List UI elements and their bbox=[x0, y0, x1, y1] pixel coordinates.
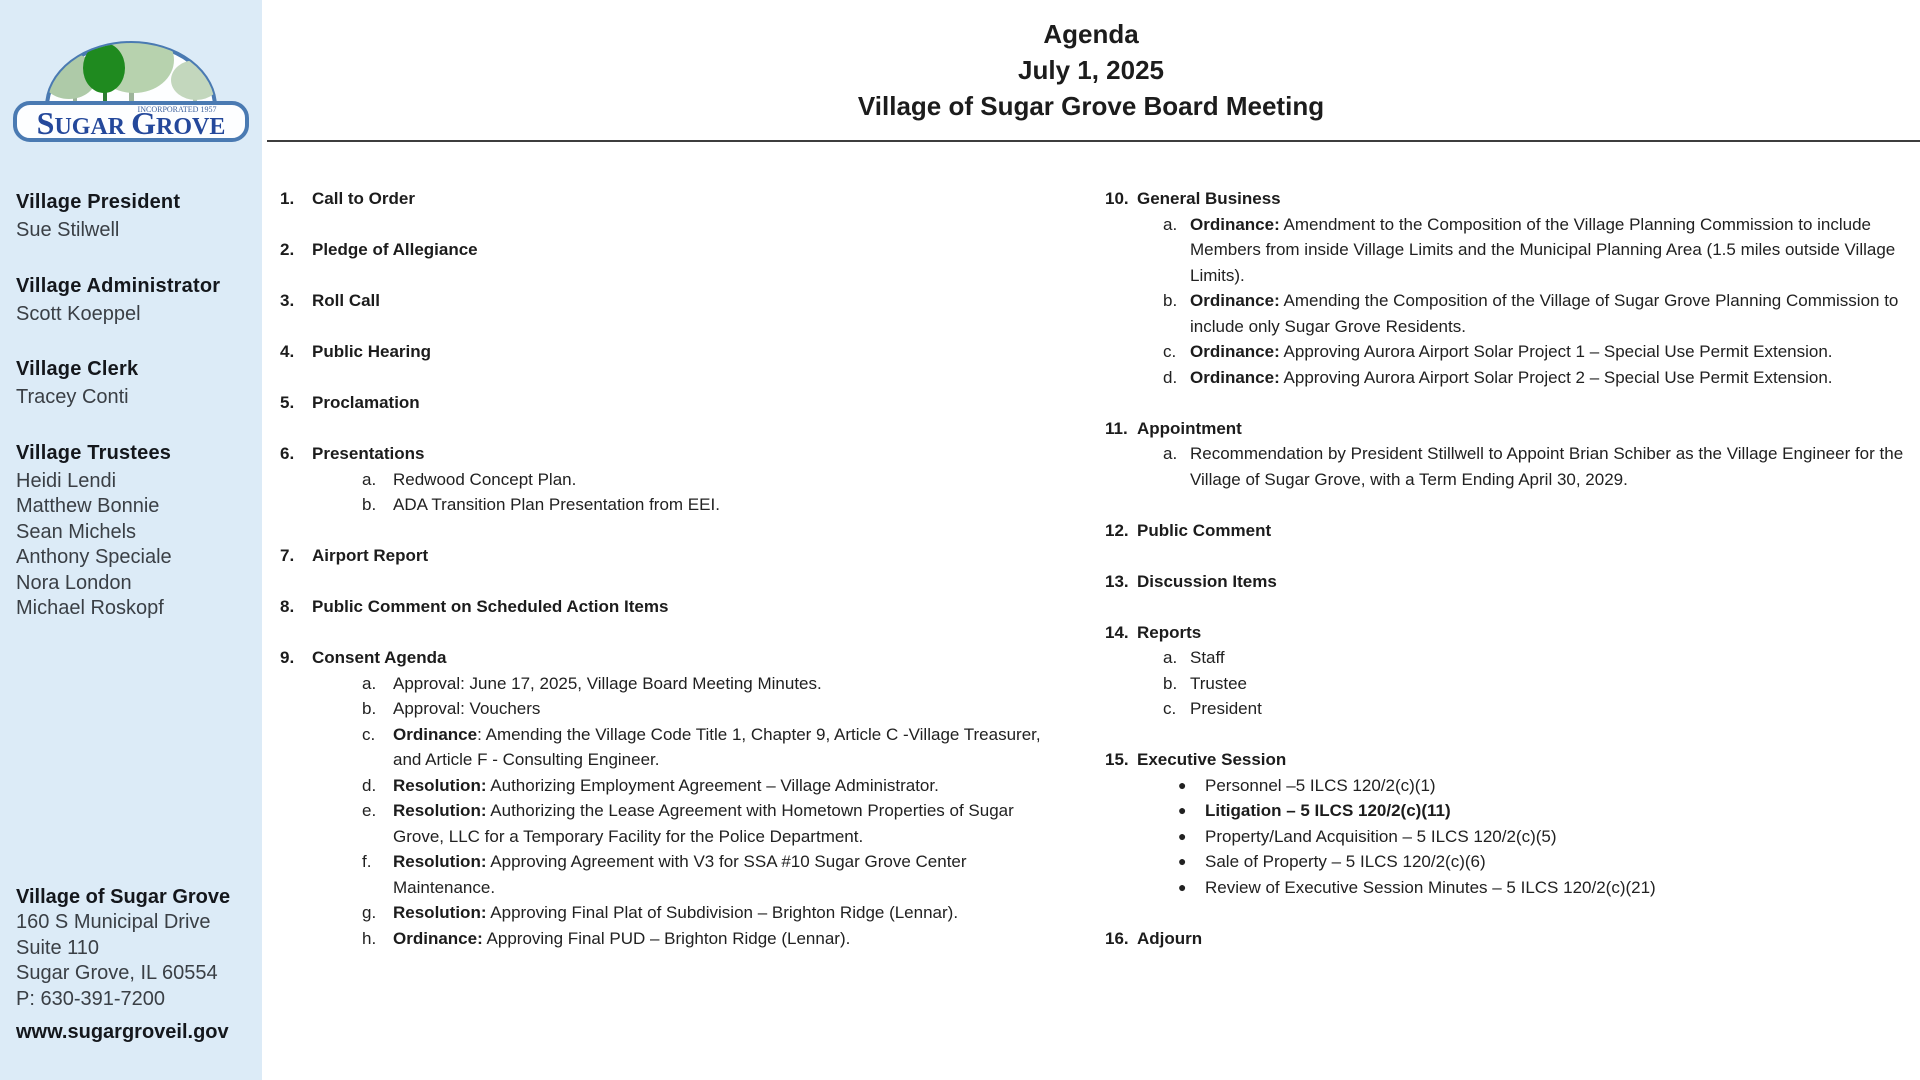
agenda-subitem-text: Approval: June 17, 2025, Village Board Meeting Minutes. bbox=[393, 673, 822, 693]
agenda-item-number: 15. bbox=[1105, 750, 1129, 769]
agenda-subitem bbox=[362, 467, 1050, 493]
village-address-block bbox=[16, 884, 256, 1045]
agenda-item-head bbox=[280, 237, 1050, 263]
agenda-subitem-marker: c. bbox=[362, 724, 376, 744]
official-group bbox=[16, 437, 256, 622]
agenda-item-title: Public Comment on Scheduled Action Items bbox=[312, 597, 669, 616]
agenda-item-head bbox=[280, 288, 1050, 314]
official-name: Heidi Lendi bbox=[16, 469, 117, 492]
agenda-item-number: 13. bbox=[1105, 571, 1129, 591]
agenda-subitem-text: Redwood Concept Plan. bbox=[393, 469, 577, 489]
official-title: Village Clerk bbox=[16, 358, 139, 380]
bullet-icon: ● bbox=[1178, 853, 1187, 869]
official-name: Sean Michels bbox=[16, 520, 137, 543]
agenda-subtitle: Village of Sugar Grove Board Meeting bbox=[857, 91, 1325, 121]
bullet-icon: ● bbox=[1178, 802, 1187, 818]
official-group bbox=[16, 270, 256, 328]
agenda-item bbox=[280, 594, 1050, 620]
agenda-item-title: Presentations bbox=[312, 444, 425, 463]
agenda-subitem bbox=[1178, 849, 1905, 875]
agenda-column-right bbox=[1105, 186, 1905, 977]
agenda-subitem-text: Ordinance: Amending the Village Code Title 1, Chapter 9, Article C -Village Treasurer, and Article F - Consulting Engineer. bbox=[393, 724, 1041, 769]
agenda-item bbox=[280, 339, 1050, 365]
agenda-item-title: Adjourn bbox=[1137, 928, 1203, 948]
agenda-item-head bbox=[280, 645, 1050, 671]
agenda-item bbox=[280, 237, 1050, 263]
official-group bbox=[16, 353, 256, 411]
agenda-item bbox=[1105, 416, 1905, 493]
official-title: Village Administrator bbox=[16, 274, 221, 297]
agenda-subitem-text: Trustee bbox=[1190, 673, 1248, 693]
agenda-subitem bbox=[1163, 671, 1905, 697]
agenda-item bbox=[280, 441, 1050, 518]
official-name: Nora London bbox=[16, 571, 132, 594]
bullet-icon: ● bbox=[1178, 827, 1187, 844]
agenda-subitem-text: Ordinance: Approving Final PUD – Brighton Ridge (Lennar). bbox=[393, 928, 851, 948]
agenda-item bbox=[280, 645, 1050, 951]
agenda-item-number: 3. bbox=[280, 291, 295, 310]
agenda-subitem-marker: b. bbox=[362, 699, 377, 718]
agenda-subitem bbox=[362, 900, 1050, 926]
agenda-item-head bbox=[280, 186, 1050, 212]
agenda-item-head bbox=[280, 441, 1050, 467]
agenda-item-title: Roll Call bbox=[312, 291, 381, 310]
agenda-item-title: Appointment bbox=[1137, 418, 1242, 438]
agenda-item-number: 16. bbox=[1105, 928, 1129, 948]
official-name: Matthew Bonnie bbox=[16, 495, 160, 517]
address-line: Suite 110 bbox=[16, 936, 100, 959]
agenda-item-head bbox=[1105, 518, 1905, 544]
agenda-item bbox=[1105, 518, 1905, 544]
agenda-subitem-marker: a. bbox=[1163, 444, 1178, 463]
agenda-subitem-text: Property/Land Acquisition – 5 ILCS 120/2(c)(5) bbox=[1205, 826, 1557, 846]
agenda-item bbox=[280, 186, 1050, 212]
agenda-subitem-text: Personnel –5 ILCS 120/2(c)(1) bbox=[1205, 775, 1436, 795]
agenda-subitem-marker: d. bbox=[362, 775, 377, 795]
address-line: Sugar Grove, IL 60554 bbox=[16, 962, 218, 984]
agenda-subitem bbox=[1178, 875, 1905, 901]
agenda-item-number: 4. bbox=[280, 342, 295, 361]
agenda-subitem bbox=[1163, 696, 1905, 722]
agenda-item-head bbox=[1105, 416, 1905, 442]
agenda-item bbox=[1105, 620, 1905, 722]
agenda-subitem-marker: b. bbox=[362, 495, 377, 514]
official-name: Tracey Conti bbox=[16, 386, 129, 408]
agenda-item-head bbox=[280, 594, 1050, 620]
agenda-subitem bbox=[1178, 798, 1905, 824]
agenda-subitem-text: Sale of Property – 5 ILCS 120/2(c)(6) bbox=[1205, 852, 1486, 871]
agenda-subitem bbox=[1163, 212, 1905, 289]
agenda-item-title: Executive Session bbox=[1137, 750, 1287, 769]
official-group bbox=[16, 186, 256, 244]
officials-list bbox=[16, 186, 256, 648]
agenda-item-head bbox=[1105, 926, 1905, 952]
agenda-item-head bbox=[280, 543, 1050, 569]
agenda-subitem bbox=[362, 671, 1050, 697]
agenda-item bbox=[1105, 747, 1905, 900]
agenda-subitem bbox=[362, 722, 1050, 773]
agenda-item-number: 14. bbox=[1105, 622, 1129, 642]
agenda-subitem-text: President bbox=[1190, 699, 1262, 718]
agenda-subitem bbox=[362, 696, 1050, 722]
agenda-item bbox=[1105, 186, 1905, 390]
agenda-item-title: Consent Agenda bbox=[312, 648, 447, 667]
bullet-icon: ● bbox=[1178, 776, 1187, 793]
agenda-subitem-text: Ordinance: Approving Aurora Airport Solar Project 2 – Special Use Permit Extension. bbox=[1190, 367, 1833, 387]
website-url: www.sugargroveil.gov bbox=[16, 1021, 229, 1043]
agenda-subitem-marker: g. bbox=[362, 903, 377, 922]
official-name: Michael Roskopf bbox=[16, 597, 164, 619]
address-org: Village of Sugar Grove bbox=[16, 886, 231, 908]
agenda-subitem-marker: d. bbox=[1163, 367, 1178, 387]
agenda-item-title: Reports bbox=[1137, 622, 1202, 642]
agenda-subitem bbox=[1163, 365, 1905, 391]
official-title: Village President bbox=[16, 191, 181, 213]
agenda-item bbox=[280, 543, 1050, 569]
agenda-subitem-marker: b. bbox=[1163, 673, 1178, 693]
agenda-subitem bbox=[1178, 773, 1905, 799]
agenda-item-head bbox=[280, 339, 1050, 365]
official-name: Scott Koeppel bbox=[16, 302, 141, 325]
agenda-subitem-marker: h. bbox=[362, 928, 377, 948]
agenda-subitem-text: Approval: Vouchers bbox=[393, 699, 541, 718]
logo-wordmark: SUGAR GROVE bbox=[36, 105, 226, 141]
header-divider bbox=[267, 140, 1920, 142]
agenda-subitem-text: Ordinance: Amending the Composition of the Village of Sugar Grove Planning Commission to include only Sugar Grove Residents. bbox=[1190, 291, 1899, 336]
agenda-item-head bbox=[1105, 186, 1905, 212]
agenda-item-title: General Business bbox=[1137, 189, 1281, 208]
agenda-item bbox=[280, 288, 1050, 314]
agenda-subitem-text: Litigation – 5 ILCS 120/2(c)(11) bbox=[1205, 801, 1451, 820]
agenda-subitem-text: ADA Transition Plan Presentation from EEI. bbox=[393, 495, 720, 514]
agenda-item bbox=[1105, 569, 1905, 595]
agenda-subitem bbox=[1163, 288, 1905, 339]
address-line: 160 S Municipal Drive bbox=[16, 911, 211, 933]
agenda-subitem-marker: c. bbox=[1163, 699, 1177, 718]
agenda-subitem-marker: a. bbox=[1163, 648, 1178, 667]
agenda-item-title: Pledge of Allegiance bbox=[312, 240, 478, 259]
agenda-item-title: Public Comment bbox=[1137, 520, 1272, 540]
agenda-item-number: 7. bbox=[280, 546, 295, 565]
agenda-subitem-text: Resolution: Authorizing the Lease Agreement with Hometown Properties of Sugar Grove, LLC for a Temporary Facility for the Police Department. bbox=[393, 801, 1014, 846]
agenda-item-number: 11. bbox=[1105, 418, 1128, 438]
agenda-subitem bbox=[362, 926, 1050, 952]
agenda-date: July 1, 2025 bbox=[1018, 55, 1164, 85]
agenda-item-head bbox=[280, 390, 1050, 416]
agenda-column-left bbox=[280, 186, 1050, 977]
agenda-subitem bbox=[362, 773, 1050, 799]
agenda-subitem bbox=[1163, 441, 1905, 492]
document-header bbox=[262, 16, 1920, 124]
agenda-subitem-text: Ordinance: Approving Aurora Airport Solar Project 1 – Special Use Permit Extension. bbox=[1190, 342, 1833, 361]
address-line: P: 630-391-7200 bbox=[16, 987, 166, 1010]
agenda-item bbox=[1105, 926, 1905, 952]
agenda-item-head bbox=[1105, 569, 1905, 595]
logo-trees bbox=[41, 27, 221, 110]
agenda-subitem-marker: a. bbox=[362, 469, 377, 489]
agenda-subitem bbox=[362, 492, 1050, 518]
agenda-item-number: 12. bbox=[1105, 520, 1129, 540]
agenda-title: Agenda bbox=[1043, 19, 1139, 49]
agenda-subitem-text: Review of Executive Session Minutes – 5 ILCS 120/2(c)(21) bbox=[1205, 877, 1656, 897]
agenda-subitem-text: Ordinance: Amendment to the Composition of the Village Planning Commission to include Members from inside Village Limits and the Municipal Planning Area (1.5 miles outside Village Limits). bbox=[1190, 214, 1896, 285]
agenda-item bbox=[280, 390, 1050, 416]
agenda-item-number: 2. bbox=[280, 240, 295, 259]
agenda-item-number: 1. bbox=[280, 189, 295, 208]
agenda-item-title: Public Hearing bbox=[312, 342, 432, 361]
official-title: Village Trustees bbox=[16, 441, 172, 464]
agenda-subitem-marker: a. bbox=[362, 673, 377, 693]
agenda-subitem-marker: e. bbox=[362, 801, 377, 820]
official-name: Anthony Speciale bbox=[16, 546, 172, 568]
agenda-item-number: 9. bbox=[280, 648, 295, 667]
agenda-item-number: 8. bbox=[280, 597, 295, 616]
agenda-item-number: 5. bbox=[280, 393, 295, 412]
agenda-item-number: 6. bbox=[280, 444, 295, 463]
sidebar bbox=[0, 0, 262, 1080]
agenda-subitem bbox=[362, 798, 1050, 849]
agenda-subitem-text: Recommendation by President Stillwell to Appoint Brian Schiber as the Village Engineer for the Village of Sugar Grove, with a Term Ending April 30, 2029. bbox=[1190, 444, 1904, 489]
agenda-item-title: Airport Report bbox=[312, 546, 429, 565]
agenda-subitem-text: Resolution: Approving Final Plat of Subdivision – Brighton Ridge (Lennar). bbox=[393, 903, 959, 922]
agenda-item-head bbox=[1105, 620, 1905, 646]
agenda-item-title: Discussion Items bbox=[1137, 571, 1277, 591]
agenda-subitem-text: Staff bbox=[1190, 648, 1225, 667]
agenda-subitem-text: Resolution: Approving Agreement with V3 for SSA #10 Sugar Grove Center Maintenance. bbox=[393, 852, 967, 897]
sugar-grove-logo bbox=[7, 10, 255, 144]
agenda-item-title: Proclamation bbox=[312, 393, 420, 412]
agenda-item-head bbox=[1105, 747, 1905, 773]
agenda-item-number: 10. bbox=[1105, 189, 1129, 208]
agenda-subitem-marker: b. bbox=[1163, 291, 1178, 310]
official-name: Sue Stilwell bbox=[16, 219, 120, 241]
bullet-icon: ● bbox=[1178, 878, 1187, 895]
agenda-item-title: Call to Order bbox=[312, 189, 415, 208]
agenda-subitem bbox=[1163, 645, 1905, 671]
agenda-subitem-marker: c. bbox=[1163, 342, 1177, 361]
agenda-subitem bbox=[1178, 824, 1905, 850]
logo-incorporated-text: INCORPORATED 1957 bbox=[137, 105, 217, 114]
sugar-grove-logo-icon bbox=[7, 10, 255, 144]
agenda-subitem-text: Resolution: Authorizing Employment Agreement – Village Administrator. bbox=[393, 775, 939, 795]
address-lines bbox=[16, 910, 256, 1012]
agenda-subitem bbox=[1163, 339, 1905, 365]
agenda-subitem-marker: f. bbox=[362, 852, 372, 871]
agenda-subitem bbox=[362, 849, 1050, 900]
agenda-subitem-marker: a. bbox=[1163, 214, 1178, 234]
